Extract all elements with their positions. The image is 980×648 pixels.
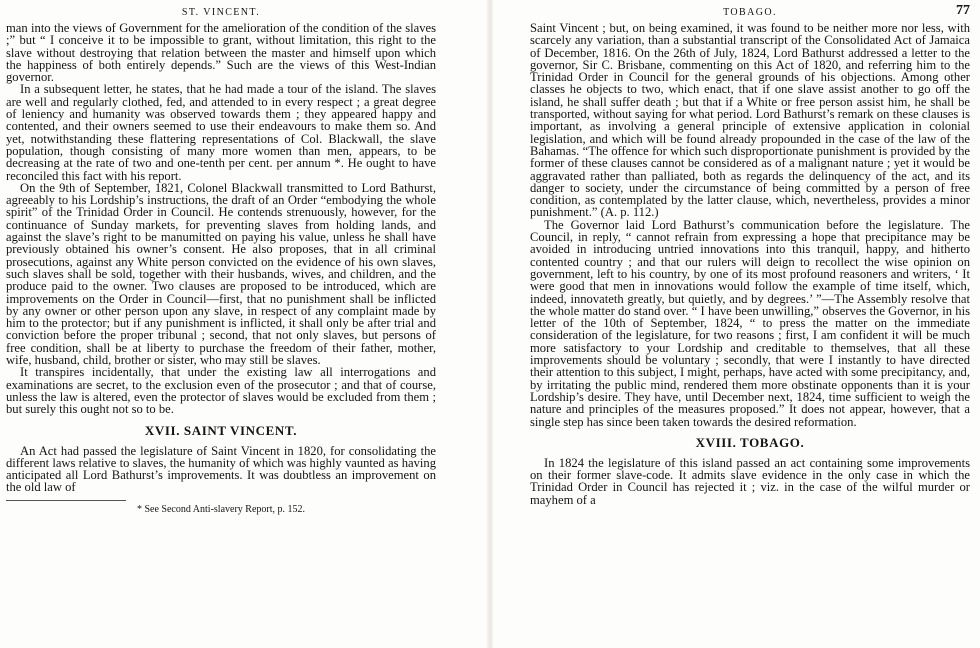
left-paragraph-4: It transpires incidentally, that under the existing law all interrogations and examinations are secret, to the exclusion even of the prosecutor ; and that of course, unless the law is altered, even the protector of slaves would be excluded from them ; but surely this ought not so to be.	[6, 365, 436, 417]
right-paragraph-2: The Governor laid Lord Bathurst’s communication before the legislature. The Council, in reply, “ cannot refrain from expressing a hope that precipitance may be avoided in introducing untried innovations into this tranquil, happy, and hitherto contented country ; and that our rulers will deign to recollect the wise opinion on government, left to his country, by one of its most profound reasoners and writers, ‘ It were good that men in innovations would follow the example of time itself, which, indeed, innovateth greatly, but quietly, and by degrees.’ ”—The Assembly resolve that the whole matter do stand over. “ I have been unwilling,” observes the Governor, in his letter of the 10th of September, 1824, “ to press the matter on the immediate consideration of the legislature, for two reasons ; first, I am confident it will be much more satisfactory to your Lordship and creditable to themselves, that all these improvements should be voluntary ; secondly, that were I instantly to have directed their attention to this subject, I might, perhaps, have acted with some precipitancy, and, by irritating the public mind, rendered them more obstinate opponents than it is your Lordship’s desire. They have, until December next, 1824, time sufficient to weigh the nature and principles of the measures proposed.” It does not appear, however, that a single step has since been taken towards the desired reformation.	[530, 217, 970, 429]
footnote: * See Second Anti-slavery Report, p. 152.	[136, 503, 306, 515]
right-page	[490, 0, 980, 648]
left-paragraph-2: In a subsequent letter, he states, that he had made a tour of the island. The slaves are well and regularly clothed, fed, and attended to in every respect ; a great degree of leniency and humanity was observed towards them ; they appeared happy and contented, and their owners seemed to use their endeavours to make them so. And yet, notwithstanding these flattering representations of Col. Blackwall, the slave population, though consisting of many more women than men, appears, to be decreasing at the rate of two and one-tenth per cent. per annum *. He ought to have reconciled this fact with his report.	[6, 82, 436, 183]
section-heading-xviii: XVIII. TOBAGO.	[695, 434, 805, 450]
right-running-head-title: TOBAGO.	[723, 7, 777, 18]
left-running-head	[6, 6, 436, 22]
left-running-head-title: ST. VINCENT.	[181, 7, 261, 18]
left-paragraph-1: man into the views of Government for the amelioration of the condition of the slaves ;” but “ I conceive it to be impossible to grant, without limitation, this right to the slave without destroying that relation between the master and himself upon which the happiness of both entirely depends.” Such are the views of this West-Indian governor.	[6, 21, 436, 85]
section-xviii-paragraph: In 1824 the legislature of this island passed an act containing some improvements on their former slave-code. It admits slave evidence in the only case in which the Trinidad Order in Council has rejected it ; viz. in the case of the wilful murder or mayhem of a	[530, 455, 970, 507]
page-number: 77	[956, 3, 970, 18]
section-xvii-paragraph: An Act had passed the legislature of Saint Vincent in 1820, for consolidating the different laws relative to slaves, the humanity of which was highly vaunted as having anticipated all Lord Bathurst’s improvements. It was doubtless an improvement on the old law of	[6, 443, 436, 495]
right-column	[530, 3, 970, 507]
left-paragraph-3: On the 9th of September, 1821, Colonel Blackwall transmitted to Lord Bathurst, agreeably to his Lordship’s instructions, the draft of an Order “embodying the whole spirit” of the Trinidad Order in Council. He contends strenuously, however, for the continuance of Sunday markets, for preventing slaves from holding lands, and against the slave’s right to be manumitted on paying his value, unless he shall have previously obtained his owner’s consent. He also proposes, that in all criminal prosecutions, against any White person convicted on the evidence of his own slaves, such slaves shall be sold, together with their husbands, wives, and children, and the produce paid to the owner. Two clauses are proposed to be introduced, which are improvements on the Order in Council—first, that no punishment shall be inflicted by any owner or other person upon any slave, in respect of any complaint made by him to the protector; but if any punishment is inflicted, it shall only be after trial and conviction before the proper tribunal ; second, that not only slaves, but persons of free condition, shall be at liberty to purchase the freedom of their father, mother, wife, husband, child, brother or sister, who may still be slaves.	[6, 180, 436, 368]
right-running-head	[530, 3, 970, 22]
footnote-rule	[6, 500, 126, 501]
left-column	[6, 6, 436, 516]
right-paragraph-1: Saint Vincent ; but, on being examined, it was found to be neither more nor less, with scarcely any variation, than a substantial transcript of the Consolidated Act of Jamaica of December, 1816. On the 26th of July, 1824, Lord Bathurst addressed a letter to the governor, Sir C. Brisbane, commenting on this Act of 1820, and referring him to the Trinidad Order in Council for the general grounds of his objections. Among other classes he objects to two, which enact, that if one slave assist another to go off the island, he shall suffer death ; but that if a White or free person assist him, he shall be transported, without saying for what period. Lord Bathurst’s remark on these clauses is important, as involving a general principle of extensive application in colonial legislation, and which will be found already propounded in the case of the law of the Bahamas. “The offence for which such disproportionate punishment is provided by the former of these clauses cannot be considered as of a malignant nature ; yet it would be aggravated rather than palliated, both as regards the delinquency of the act, and its danger to society, under the circumstance of being committed by a person of free condition, as contemplated by the latter clause, which, nevertheless, provides a minor punishment.” (A. p. 112.)	[530, 21, 970, 220]
section-heading-xvii: XVII. SAINT VINCENT.	[144, 422, 298, 438]
